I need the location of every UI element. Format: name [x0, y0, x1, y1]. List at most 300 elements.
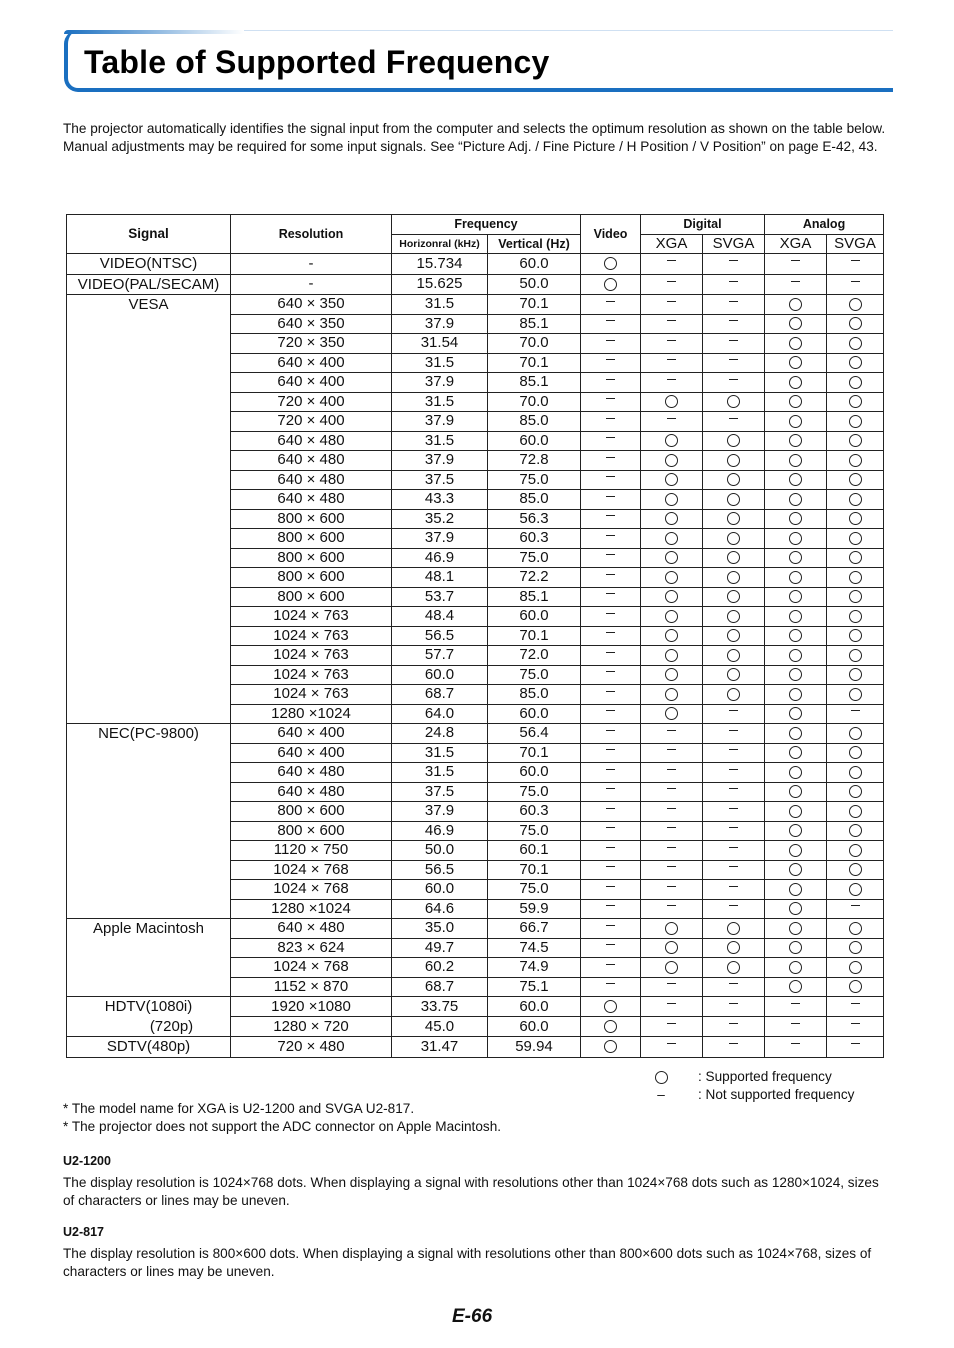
- not-supported-dash-icon: [667, 260, 676, 261]
- supported-circle-icon: [849, 961, 862, 974]
- resolution-cell: -: [231, 274, 392, 295]
- digital-xga-cell: [641, 958, 703, 978]
- not-supported-dash-icon: [791, 1043, 800, 1044]
- supported-circle-icon: [789, 493, 802, 506]
- resolution-cell: 800 × 600: [231, 548, 392, 568]
- video-cell: [581, 392, 641, 412]
- analog-svga-cell: [827, 841, 884, 861]
- resolution-cell: 640 × 480: [231, 470, 392, 490]
- not-supported-dash-icon: [606, 691, 615, 692]
- supported-circle-icon: [665, 707, 678, 720]
- supported-circle-icon: [789, 980, 802, 993]
- video-cell: [581, 509, 641, 529]
- horizontal-frequency-cell: 60.0: [392, 665, 488, 685]
- vertical-frequency-cell: 60.0: [488, 704, 581, 724]
- digital-xga-cell: [641, 880, 703, 900]
- supported-circle-icon: [789, 785, 802, 798]
- video-cell: [581, 587, 641, 607]
- supported-circle-icon: [727, 493, 740, 506]
- analog-svga-cell: [827, 295, 884, 315]
- digital-svga-cell: [703, 919, 765, 939]
- digital-xga-cell: [641, 490, 703, 510]
- resolution-cell: 640 × 480: [231, 451, 392, 471]
- not-supported-dash-icon: [667, 1023, 676, 1024]
- analog-xga-cell: [765, 451, 827, 471]
- video-cell: [581, 919, 641, 939]
- horizontal-frequency-cell: 37.9: [392, 451, 488, 471]
- horizontal-frequency-cell: 31.54: [392, 334, 488, 354]
- analog-svga-cell: [827, 821, 884, 841]
- not-supported-dash-icon: [667, 379, 676, 380]
- resolution-cell: 1280 ×1024: [231, 704, 392, 724]
- signal-cell: [67, 724, 231, 919]
- vertical-frequency-cell: 66.7: [488, 919, 581, 939]
- supported-circle-icon: [849, 590, 862, 603]
- vertical-frequency-cell: 72.2: [488, 568, 581, 588]
- video-cell: [581, 314, 641, 334]
- video-cell: [581, 353, 641, 373]
- not-supported-dash-icon: [729, 847, 738, 848]
- video-cell: [581, 490, 641, 510]
- supported-circle-icon: [789, 707, 802, 720]
- analog-xga-cell: [765, 334, 827, 354]
- supported-circle-icon: [789, 434, 802, 447]
- supported-circle-icon: [849, 610, 862, 623]
- analog-svga-cell: [827, 782, 884, 802]
- not-supported-dash-icon: [667, 301, 676, 302]
- digital-svga-cell: [703, 958, 765, 978]
- analog-xga-cell: [765, 860, 827, 880]
- horizontal-frequency-cell: 68.7: [392, 977, 488, 997]
- horizontal-frequency-cell: 24.8: [392, 724, 488, 744]
- digital-xga-cell: [641, 899, 703, 919]
- vertical-frequency-cell: 75.0: [488, 821, 581, 841]
- analog-xga-cell: [765, 373, 827, 393]
- analog-xga-cell: [765, 880, 827, 900]
- horizontal-frequency-cell: 48.4: [392, 607, 488, 627]
- analog-xga-cell: [765, 938, 827, 958]
- signal-cell: [67, 254, 231, 275]
- digital-svga-cell: [703, 704, 765, 724]
- vertical-frequency-cell: 85.1: [488, 373, 581, 393]
- digital-svga-cell: [703, 509, 765, 529]
- resolution-cell: 640 × 480: [231, 490, 392, 510]
- supported-circle-icon: [789, 610, 802, 623]
- supported-circle-icon: [727, 610, 740, 623]
- analog-svga-cell: [827, 373, 884, 393]
- digital-svga-cell: [703, 568, 765, 588]
- supported-circle-icon: [727, 629, 740, 642]
- not-supported-dash-icon: [606, 398, 615, 399]
- not-supported-dash-icon: [606, 671, 615, 672]
- video-cell: [581, 451, 641, 471]
- signal-label: VESA: [128, 296, 169, 313]
- supported-circle-icon: [849, 317, 862, 330]
- not-supported-dash-icon: [606, 613, 615, 614]
- video-cell: [581, 685, 641, 705]
- analog-svga-cell: [827, 763, 884, 783]
- supported-circle-icon: [727, 454, 740, 467]
- analog-svga-cell: [827, 665, 884, 685]
- resolution-cell: 640 × 400: [231, 353, 392, 373]
- analog-svga-cell: [827, 509, 884, 529]
- supported-circle-icon: [665, 551, 678, 564]
- not-supported-dash-icon: [606, 515, 615, 516]
- table-row: [67, 919, 884, 939]
- supported-circle-icon: [849, 649, 862, 662]
- not-supported-dash-icon: [851, 905, 860, 906]
- digital-xga-cell: [641, 665, 703, 685]
- analog-xga-cell: [765, 431, 827, 451]
- supported-circle-icon: [789, 863, 802, 876]
- not-supported-dash-icon: [667, 1043, 676, 1044]
- resolution-cell: 800 × 600: [231, 568, 392, 588]
- supported-circle-icon: [849, 298, 862, 311]
- analog-xga-cell: [765, 470, 827, 490]
- vertical-frequency-cell: 50.0: [488, 274, 581, 295]
- digital-svga-cell: [703, 412, 765, 432]
- not-supported-dash-icon: [729, 710, 738, 711]
- resolution-cell: 1024 × 768: [231, 958, 392, 978]
- signal-cell: [67, 1037, 231, 1058]
- horizontal-frequency-cell: 56.5: [392, 860, 488, 880]
- supported-circle-icon: [849, 844, 862, 857]
- digital-svga-cell: [703, 373, 765, 393]
- horizontal-frequency-cell: 31.47: [392, 1037, 488, 1058]
- not-supported-dash-icon: [667, 827, 676, 828]
- digital-svga-cell: [703, 490, 765, 510]
- supported-circle-icon: [849, 629, 862, 642]
- supported-circle-icon: [849, 395, 862, 408]
- horizontal-frequency-cell: 37.9: [392, 373, 488, 393]
- not-supported-dash-icon: [667, 418, 676, 419]
- table-row: [67, 997, 884, 1017]
- not-supported-dash-icon: [606, 340, 615, 341]
- analog-svga-cell: [827, 431, 884, 451]
- analog-xga-cell: [765, 685, 827, 705]
- not-supported-dash-icon: [851, 1023, 860, 1024]
- digital-svga-cell: [703, 997, 765, 1017]
- digital-xga-cell: [641, 274, 703, 295]
- analog-svga-cell: [827, 919, 884, 939]
- video-cell: [581, 607, 641, 627]
- supported-circle-icon: [789, 649, 802, 662]
- digital-svga-cell: [703, 274, 765, 295]
- not-supported-dash-icon: [851, 260, 860, 261]
- analog-xga-cell: [765, 490, 827, 510]
- not-supported-dash-icon: [851, 1043, 860, 1044]
- not-supported-dash-icon: [606, 808, 615, 809]
- horizontal-frequency-cell: 35.0: [392, 919, 488, 939]
- not-supported-dash-icon: [851, 1003, 860, 1004]
- not-supported-dash-icon: [667, 281, 676, 282]
- resolution-cell: 800 × 600: [231, 821, 392, 841]
- not-supported-dash-icon: [729, 260, 738, 261]
- vertical-frequency-cell: 75.1: [488, 977, 581, 997]
- vertical-frequency-cell: 85.0: [488, 685, 581, 705]
- page-number: E-66: [452, 1306, 493, 1327]
- horizontal-frequency-cell: 37.5: [392, 470, 488, 490]
- not-supported-dash-icon: [606, 437, 615, 438]
- analog-svga-cell: [827, 254, 884, 275]
- digital-xga-cell: [641, 587, 703, 607]
- supported-circle-icon: [789, 337, 802, 350]
- digital-svga-cell: [703, 353, 765, 373]
- signal-label: Apple Macintosh: [93, 920, 204, 937]
- digital-xga-cell: [641, 353, 703, 373]
- vertical-frequency-cell: 60.3: [488, 529, 581, 549]
- analog-xga-cell: [765, 392, 827, 412]
- horizontal-frequency-cell: 31.5: [392, 392, 488, 412]
- supported-circle-icon: [789, 454, 802, 467]
- not-supported-dash-icon: [791, 260, 800, 261]
- vertical-frequency-cell: 60.0: [488, 1017, 581, 1037]
- not-supported-dash-icon: [729, 886, 738, 887]
- not-supported-dash-icon: [729, 1043, 738, 1044]
- resolution-cell: 640 × 400: [231, 373, 392, 393]
- analog-svga-cell: [827, 724, 884, 744]
- not-supported-dash-icon: [729, 808, 738, 809]
- supported-circle-icon: [789, 766, 802, 779]
- digital-svga-cell: [703, 665, 765, 685]
- analog-xga-cell: [765, 841, 827, 861]
- supported-circle-icon: [789, 298, 802, 311]
- resolution-cell: 1024 × 763: [231, 646, 392, 666]
- supported-circle-icon: [727, 590, 740, 603]
- not-supported-dash-icon: [667, 983, 676, 984]
- analog-xga-cell: [765, 802, 827, 822]
- horizontal-frequency-cell: 45.0: [392, 1017, 488, 1037]
- digital-svga-cell: [703, 938, 765, 958]
- intro-text: [63, 120, 893, 155]
- not-supported-dash-icon: [667, 340, 676, 341]
- vertical-frequency-cell: 72.8: [488, 451, 581, 471]
- signal-label: NEC(PC-9800): [98, 725, 199, 742]
- video-cell: [581, 431, 641, 451]
- digital-xga-cell: [641, 1017, 703, 1037]
- video-cell: [581, 529, 641, 549]
- analog-xga-cell: [765, 665, 827, 685]
- supported-circle-icon: [727, 551, 740, 564]
- digital-svga-cell: [703, 295, 765, 315]
- vertical-frequency-cell: 70.1: [488, 860, 581, 880]
- supported-circle-icon: [789, 844, 802, 857]
- video-cell: [581, 997, 641, 1017]
- supported-circle-icon: [849, 824, 862, 837]
- not-supported-dash-icon: [606, 730, 615, 731]
- analog-svga-cell: [827, 353, 884, 373]
- not-supported-dash-icon: [729, 1023, 738, 1024]
- supported-circle-icon: [849, 727, 862, 740]
- supported-circle-icon: [789, 376, 802, 389]
- not-supported-dash-icon: [729, 379, 738, 380]
- supported-circle-icon: [727, 571, 740, 584]
- digital-svga-cell: [703, 431, 765, 451]
- digital-xga-cell: [641, 763, 703, 783]
- not-supported-dash-icon: [606, 301, 615, 302]
- analog-xga-cell: [765, 607, 827, 627]
- model-name: U2-817: [63, 1225, 104, 1239]
- supported-circle-icon: [789, 415, 802, 428]
- header-digital-svga: SVGA: [703, 234, 765, 254]
- analog-xga-cell: [765, 626, 827, 646]
- digital-svga-cell: [703, 743, 765, 763]
- not-supported-dash-icon: [729, 359, 738, 360]
- analog-xga-cell: [765, 529, 827, 549]
- not-supported-dash-icon: [606, 964, 615, 965]
- analog-xga-cell: [765, 314, 827, 334]
- vertical-frequency-cell: 75.0: [488, 782, 581, 802]
- supported-circle-icon: [789, 512, 802, 525]
- supported-circle-icon: [789, 941, 802, 954]
- digital-svga-cell: [703, 646, 765, 666]
- intro-paragraph: The projector automatically identifies the signal input from the computer and selects the optimum resolution as shown on the table below.: [63, 121, 886, 136]
- analog-svga-cell: [827, 392, 884, 412]
- video-cell: [581, 568, 641, 588]
- supported-circle-icon: [665, 941, 678, 954]
- supported-circle-icon: [789, 883, 802, 896]
- video-cell: [581, 763, 641, 783]
- vertical-frequency-cell: 85.1: [488, 314, 581, 334]
- resolution-cell: 640 × 480: [231, 782, 392, 802]
- digital-xga-cell: [641, 373, 703, 393]
- supported-circle-icon: [789, 317, 802, 330]
- digital-xga-cell: [641, 626, 703, 646]
- supported-circle-icon: [849, 941, 862, 954]
- not-supported-dash-icon: [729, 1003, 738, 1004]
- supported-circle-icon: [849, 473, 862, 486]
- supported-circle-icon: [789, 551, 802, 564]
- video-cell: [581, 958, 641, 978]
- not-supported-dash-icon: [667, 866, 676, 867]
- horizontal-frequency-cell: 31.5: [392, 743, 488, 763]
- signal-label: VIDEO(PAL/SECAM): [77, 275, 220, 293]
- vertical-frequency-cell: 75.0: [488, 548, 581, 568]
- resolution-cell: 640 × 480: [231, 431, 392, 451]
- analog-svga-cell: [827, 626, 884, 646]
- supported-circle-icon: [665, 610, 678, 623]
- analog-xga-cell: [765, 958, 827, 978]
- supported-circle-icon: [727, 688, 740, 701]
- horizontal-frequency-cell: 68.7: [392, 685, 488, 705]
- vertical-frequency-cell: 70.1: [488, 626, 581, 646]
- analog-svga-cell: [827, 548, 884, 568]
- digital-svga-cell: [703, 1037, 765, 1058]
- analog-svga-cell: [827, 334, 884, 354]
- supported-circle-icon: [849, 883, 862, 896]
- not-supported-dash-icon: [729, 418, 738, 419]
- not-supported-dash-icon: [667, 769, 676, 770]
- resolution-cell: 823 × 624: [231, 938, 392, 958]
- horizontal-frequency-cell: 37.9: [392, 529, 488, 549]
- horizontal-frequency-cell: 37.9: [392, 412, 488, 432]
- not-supported-dash-icon: [606, 749, 615, 750]
- horizontal-frequency-cell: 33.75: [392, 997, 488, 1017]
- digital-svga-cell: [703, 880, 765, 900]
- digital-xga-cell: [641, 470, 703, 490]
- analog-svga-cell: [827, 860, 884, 880]
- not-supported-dash-icon: [606, 496, 615, 497]
- resolution-cell: 1152 × 870: [231, 977, 392, 997]
- not-supported-dash-icon: [606, 574, 615, 575]
- analog-xga-cell: [765, 743, 827, 763]
- not-supported-dash-icon: [606, 944, 615, 945]
- video-cell: [581, 1017, 641, 1037]
- resolution-cell: 720 × 350: [231, 334, 392, 354]
- digital-svga-cell: [703, 587, 765, 607]
- not-supported-dash-icon: [667, 847, 676, 848]
- digital-xga-cell: [641, 412, 703, 432]
- digital-svga-cell: [703, 685, 765, 705]
- vertical-frequency-cell: 74.9: [488, 958, 581, 978]
- digital-svga-cell: [703, 899, 765, 919]
- analog-xga-cell: [765, 353, 827, 373]
- digital-svga-cell: [703, 392, 765, 412]
- table-row: [67, 295, 884, 315]
- digital-svga-cell: [703, 548, 765, 568]
- horizontal-frequency-cell: 46.9: [392, 821, 488, 841]
- resolution-cell: 1920 ×1080: [231, 997, 392, 1017]
- analog-xga-cell: [765, 821, 827, 841]
- horizontal-frequency-cell: 43.3: [392, 490, 488, 510]
- digital-svga-cell: [703, 626, 765, 646]
- not-supported-dash-icon: [606, 418, 615, 419]
- signal-cell: [67, 295, 231, 724]
- supported-circle-icon: [727, 941, 740, 954]
- signal-cell: [67, 274, 231, 295]
- model-name: U2-1200: [63, 1154, 111, 1168]
- supported-circle-icon: [665, 688, 678, 701]
- supported-circle-icon: [789, 590, 802, 603]
- not-supported-dash-icon: [729, 281, 738, 282]
- digital-xga-cell: [641, 743, 703, 763]
- not-supported-dash-icon: [667, 320, 676, 321]
- header-video: Video: [581, 215, 641, 254]
- supported-circle-icon: [727, 649, 740, 662]
- resolution-cell: 800 × 600: [231, 802, 392, 822]
- horizontal-frequency-cell: 60.2: [392, 958, 488, 978]
- resolution-cell: 640 × 480: [231, 763, 392, 783]
- supported-circle-icon: [665, 532, 678, 545]
- video-cell: [581, 743, 641, 763]
- not-supported-dash-icon: [606, 886, 615, 887]
- header-horizontal: Horizonral (kHz): [392, 234, 488, 254]
- supported-circle-icon: [665, 473, 678, 486]
- digital-xga-cell: [641, 334, 703, 354]
- supported-circle-icon: [604, 278, 617, 291]
- supported-circle-icon: [665, 961, 678, 974]
- supported-circle-icon: [665, 668, 678, 681]
- supported-circle-icon: [849, 454, 862, 467]
- supported-circle-icon: [849, 337, 862, 350]
- not-supported-dash-icon: [606, 866, 615, 867]
- header-digital-xga: XGA: [641, 234, 703, 254]
- not-supported-dash-icon: [606, 320, 615, 321]
- not-supported-dash-icon: [729, 301, 738, 302]
- supported-circle-icon: [789, 571, 802, 584]
- video-cell: [581, 295, 641, 315]
- video-cell: [581, 860, 641, 880]
- digital-svga-cell: [703, 724, 765, 744]
- horizontal-frequency-cell: 57.7: [392, 646, 488, 666]
- analog-xga-cell: [765, 704, 827, 724]
- vertical-frequency-cell: 56.3: [488, 509, 581, 529]
- not-supported-dash-icon: [729, 905, 738, 906]
- not-supported-dash-icon: [667, 886, 676, 887]
- video-cell: [581, 802, 641, 822]
- supported-circle-icon: [789, 668, 802, 681]
- signal-cell: [67, 997, 231, 1037]
